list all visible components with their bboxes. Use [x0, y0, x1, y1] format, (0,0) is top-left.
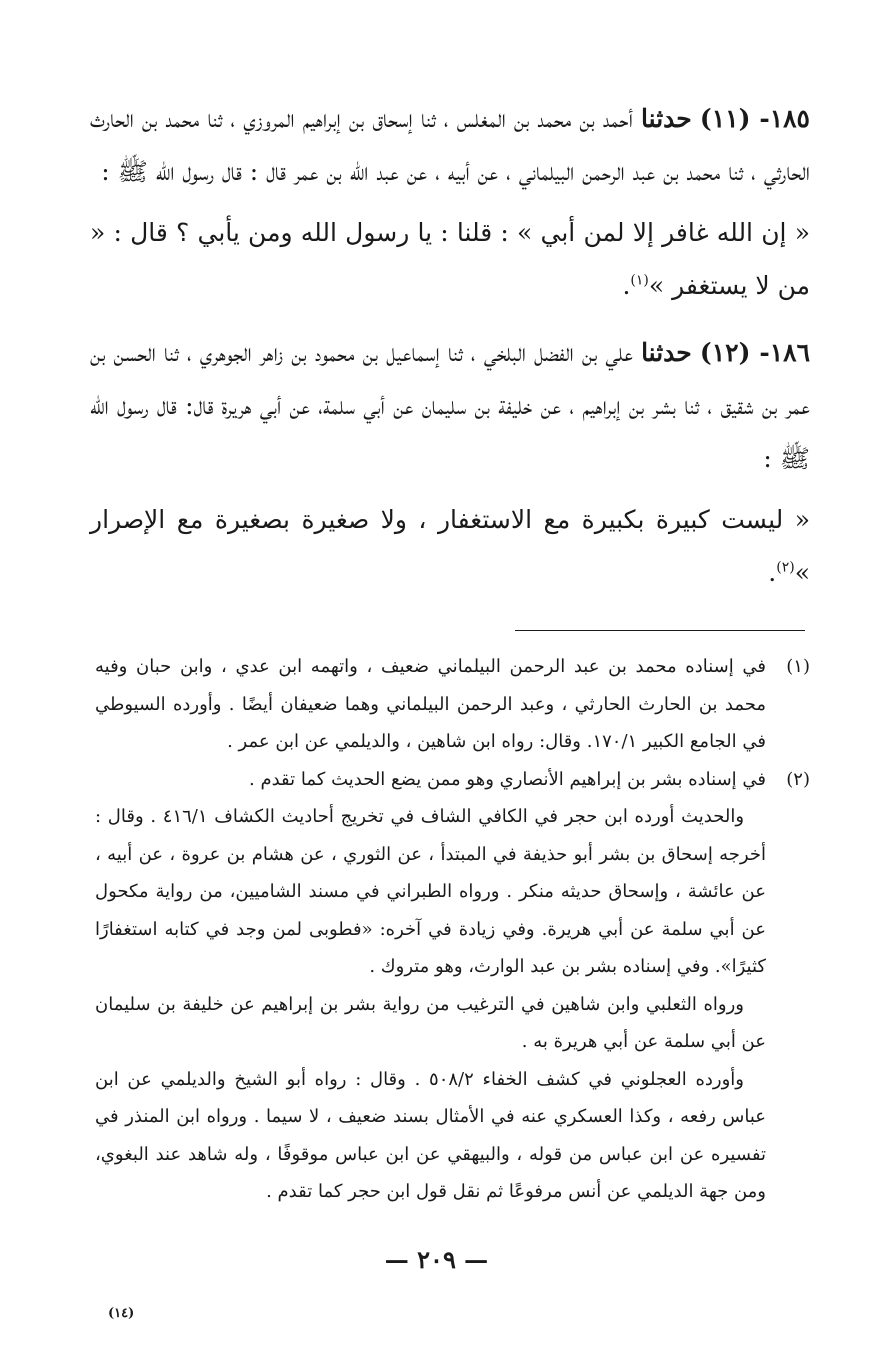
hadith-186: ١٨٦- (١٢) حدثنا علي بن الفضل البلخي ، ثنا إسماعيل بن محمود بن زاهر الجوهري ، ثنا الحسن بن عمر بن شقيق ، ثنا بشر بن إبراهيم ، عن خليفة بن سليمان عن أبي سلمة، عن أبي هريرة قال: قال رسول الله ﷺ :: [90, 338, 811, 473]
main-text: [90, 92, 810, 599]
hadith-number: ١٨٦: [769, 338, 811, 367]
hadith-sub-number: (١٢): [699, 338, 751, 367]
hadith-185: ١٨٥- (١١) حدثنا أحمد بن محمد بن المغلس ، ثنا إسحاق بن إبراهيم المروزي ، ثنا محمد بن الحارث الحارثي ، ثنا محمد بن عبد الرحمن البيلماني ، عن أبيه ، عن عبد الله بن عمر قال : قال رسول الله ﷺ :: [90, 104, 810, 186]
footnote-number: (٢): [786, 768, 810, 790]
footnote-paragraph: وأورده العجلوني في كشف الخفاء ٥٠٨/٢ . وقال : رواه أبو الشيخ والديلمي عن ابن عباس رفعه ، وكذا العسكري عنه في الأمثال بسند ضعيف ، لا سيما . ورواه ابن المنذر في تفسيره عن ابن عباس من قوله ، والبيهقي عن ابن عباس موقوفًا ، وله شاهد عند البغوي، ومن جهة الديلمي عن أنس مرفوعًا ثم نقل قول ابن حجر كما تقدم .: [95, 1068, 766, 1202]
haddathana-word: حدثنا: [641, 338, 692, 367]
page-number: — ٢٠٩ —: [384, 1245, 489, 1274]
hadith-185-matn: « إن الله غافر إلا لمن أبي » : قلنا : يا رسول الله ومن يأبي ؟ قال : « من لا يستغفر »$^{(١)}$.: [90, 218, 810, 300]
footnote-1: [95, 648, 810, 761]
isnad-text: أحمد بن محمد بن المغلس ، ثنا إسحاق بن إبراهيم المروزي ، ثنا محمد بن الحارث الحارثي ، ثنا محمد بن عبد الرحمن البيلماني ، عن أبيه ، عن عبد الله بن عمر قال : قال رسول الله ﷺ :: [90, 104, 810, 186]
matn-text: « إن الله غافر إلا لمن أبي » : قلنا : يا رسول الله ومن يأبي ؟ قال : « من لا يستغفر »: [90, 218, 810, 300]
footnotes: [95, 648, 810, 1211]
footnote-text: في إسناده محمد بن عبد الرحمن البيلماني ضعيف ، واتهمه ابن عدي ، وابن حبان وفيه محمد بن الحارث الحارثي ، وعبد الرحمن البيلماني وهما ضعيفان أيضًا . وأورده السيوطي في الجامع الكبير ١٧٠/١. وقال: رواه ابن شاهين ، والديلمي عن ابن عمر .: [95, 656, 766, 752]
matn-text: « ليست كبيرة بكبيرة مع الاستغفار ، ولا صغيرة بصغيرة مع الإصرار »: [90, 505, 810, 587]
isnad-text: علي بن الفضل البلخي ، ثنا إسماعيل بن محمود بن زاهر الجوهري ، ثنا الحسن بن عمر بن شقيق ، ثنا بشر بن إبراهيم ، عن خليفة بن سليمان عن أبي سلمة، عن أبي هريرة قال: قال رسول الله ﷺ :: [90, 338, 810, 473]
signature-mark: (١٤): [108, 1306, 135, 1321]
footnote-separator: [515, 630, 805, 631]
hadith-number: ١٨٥: [769, 104, 810, 133]
footnote-number: (١): [786, 656, 810, 677]
footnote-2: [95, 761, 810, 799]
hadith-sub-number: (١١): [699, 104, 751, 133]
footnote-paragraph: ورواه الثعلبي وابن شاهين في الترغيب من رواية بشر بن إبراهيم عن خليفة بن سليمان عن أبي سلمة عن أبي هريرة به .: [95, 993, 766, 1052]
footnote-ref[interactable]: (١): [630, 272, 649, 289]
footnote-paragraph: والحديث أورده ابن حجر في الكافي الشاف في تخريج أحاديث الكشاف ٤١٦/١ . وقال : أخرجه إسحاق بن بشر أبو حذيفة في المبتدأ ، عن الثوري ، عن هشام بن عروة ، عن أبيه ، عن عائشة ، وإسحاق حديثه منكر . ورواه الطبراني في مسند الشاميين، من رواية مكحول عن أبي سلمة عن أبي هريرة. وفي زيادة في آخره: «فطوبى لمن وجد في كتابه استغفارًا كثيرًا». وفي إسناده بشر بن عبد الوارث، وهو متروك .: [95, 806, 766, 977]
footnote-ref[interactable]: (٢): [776, 559, 795, 576]
footnote-text: في إسناده بشر بن إبراهيم الأنصاري وهو ممن يضع الحديث كما تقدم .: [249, 768, 766, 790]
hadith-186-matn: « ليست كبيرة بكبيرة مع الاستغفار ، ولا صغيرة بصغيرة مع الإصرار »$^{(٢)}$.: [90, 505, 810, 587]
haddathana-word: حدثنا: [641, 104, 692, 133]
